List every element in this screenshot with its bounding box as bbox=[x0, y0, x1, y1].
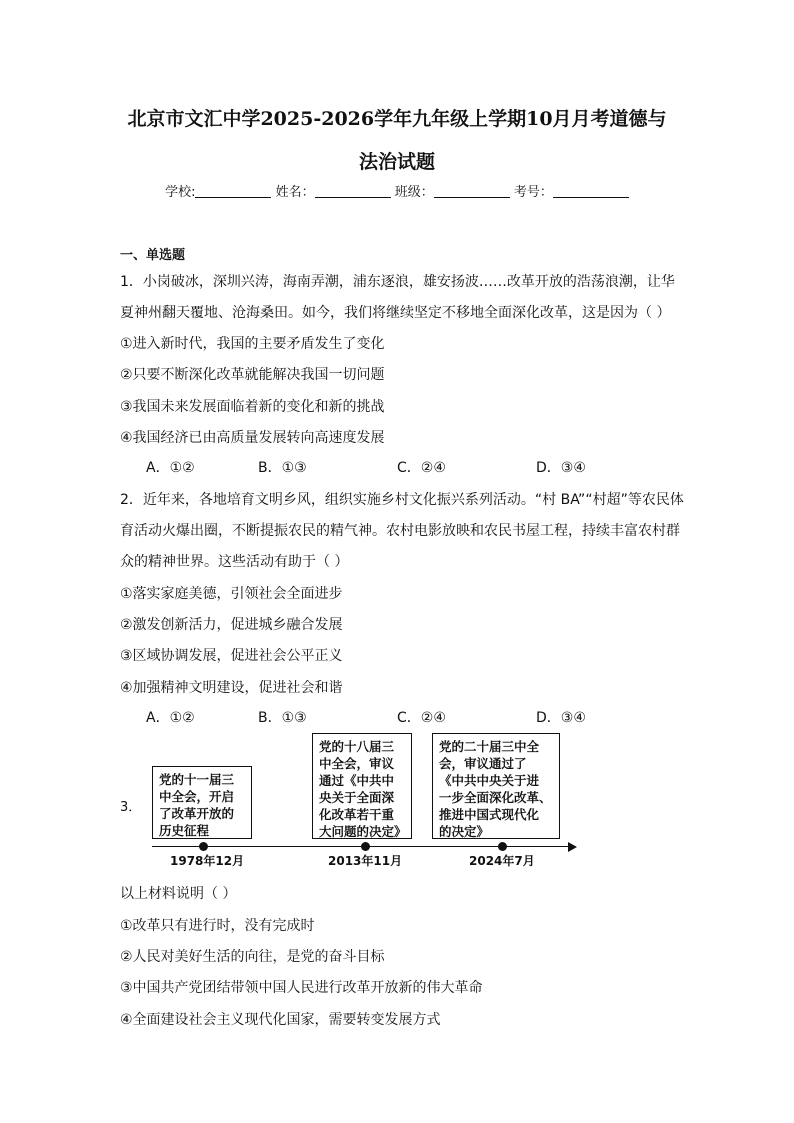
exam-number-label: 考号： bbox=[513, 185, 553, 200]
q3-item-2: ②人民对美好生活的向往，是党的奋斗目标 bbox=[120, 949, 385, 965]
q2-stem-line-1: 2．近年来，各地培育文明乡风，组织实施乡村文化振兴系列活动。“村 BA”“村超”等农民体 bbox=[120, 492, 684, 508]
name-blank[interactable] bbox=[315, 183, 391, 198]
q1-option-d[interactable]: D．③④ bbox=[536, 460, 586, 476]
q2-item-4: ④加强精神文明建设，促进社会和谐 bbox=[120, 680, 343, 696]
q1-item-2: ②只要不断深化改革就能解决我国一切问题 bbox=[120, 367, 385, 383]
q2-item-1: ①落实家庭美德，引领社会全面进步 bbox=[120, 586, 343, 602]
q3-stem: 以上材料说明（ ） bbox=[120, 886, 237, 902]
q1-option-a[interactable]: A．①② bbox=[146, 460, 195, 476]
q2-option-b[interactable]: B．①③ bbox=[258, 710, 307, 726]
school-blank[interactable] bbox=[195, 183, 271, 198]
q2-option-a[interactable]: A．①② bbox=[146, 710, 195, 726]
school-label: 学校: bbox=[165, 185, 196, 200]
q2-item-3: ③区域协调发展，促进社会公平正义 bbox=[120, 648, 343, 664]
q1-option-b[interactable]: B．①③ bbox=[258, 460, 307, 476]
timeline-box-2024: 党的二十届三中全 会，审议通过了 《中共中央关于进 一步全面深化改革、 推进中国式现代化 的决定》 bbox=[432, 733, 560, 839]
section-heading: 一、单选题 bbox=[120, 248, 186, 263]
q3-item-4: ④全面建设社会主义现代化国家，需要转变发展方式 bbox=[120, 1012, 441, 1028]
title-line-1: 北京市文汇中学2025-2026学年九年级上学期10月月考道德与 bbox=[127, 108, 667, 130]
q1-option-c[interactable]: C．②④ bbox=[397, 460, 446, 476]
timeline-arrowhead bbox=[568, 842, 577, 852]
q2-stem-line-2: 育活动火爆出圈，不断提振农民的精气神。农村电影放映和农民书屋工程，持续丰富农村群 bbox=[120, 523, 680, 539]
q3-number: 3． bbox=[120, 800, 142, 815]
timeline-dot-2024 bbox=[498, 842, 507, 851]
student-info-row bbox=[0, 181, 794, 200]
timeline-date-1978: 1978年12月 bbox=[170, 854, 245, 868]
q3-item-1: ①改革只有进行时，没有完成时 bbox=[120, 918, 315, 934]
q3-item-3: ③中国共产党团结带领中国人民进行改革开放新的伟大革命 bbox=[120, 980, 483, 996]
exam-number-blank[interactable] bbox=[553, 183, 629, 198]
timeline-date-2024: 2024年7月 bbox=[469, 854, 535, 868]
title-line-2: 法治试题 bbox=[358, 151, 435, 173]
q2-item-2: ②激发创新活力，促进城乡融合发展 bbox=[120, 617, 343, 633]
class-blank[interactable] bbox=[434, 183, 510, 198]
q2-stem-line-3: 众的精神世界。这些活动有助于（ ） bbox=[120, 554, 349, 570]
timeline-box-1978: 党的十一届三 中全会，开启 了改革开放的 历史征程 bbox=[152, 766, 252, 839]
name-label: 姓名： bbox=[275, 185, 315, 200]
class-label: 班级： bbox=[394, 185, 434, 200]
q1-stem-line-2: 夏神州翻天覆地、沧海桑田。如今，我们将继续坚定不移地全面深化改革，这是因为（ ） bbox=[120, 305, 671, 321]
q1-item-1: ①进入新时代，我国的主要矛盾发生了变化 bbox=[120, 336, 385, 352]
q1-item-4: ④我国经济已由高质量发展转向高速度发展 bbox=[120, 430, 385, 446]
q2-option-d[interactable]: D．③④ bbox=[536, 710, 586, 726]
timeline-date-2013: 2013年11月 bbox=[328, 854, 403, 868]
q1-stem-line-1: 1．小岗破冰，深圳兴涛，海南弄潮，浦东逐浪，雄安扬波……改革开放的浩荡浪潮，让华 bbox=[120, 274, 675, 290]
q2-option-c[interactable]: C．②④ bbox=[397, 710, 446, 726]
q1-item-3: ③我国未来发展面临着新的变化和新的挑战 bbox=[120, 399, 385, 415]
timeline-dot-1978 bbox=[199, 842, 208, 851]
timeline-box-2013: 党的十八届三 中全会，审议 通过《中共中 央关于全面深 化改革若干重 大问题的决定》 bbox=[312, 733, 412, 839]
timeline-dot-2013 bbox=[361, 842, 370, 851]
